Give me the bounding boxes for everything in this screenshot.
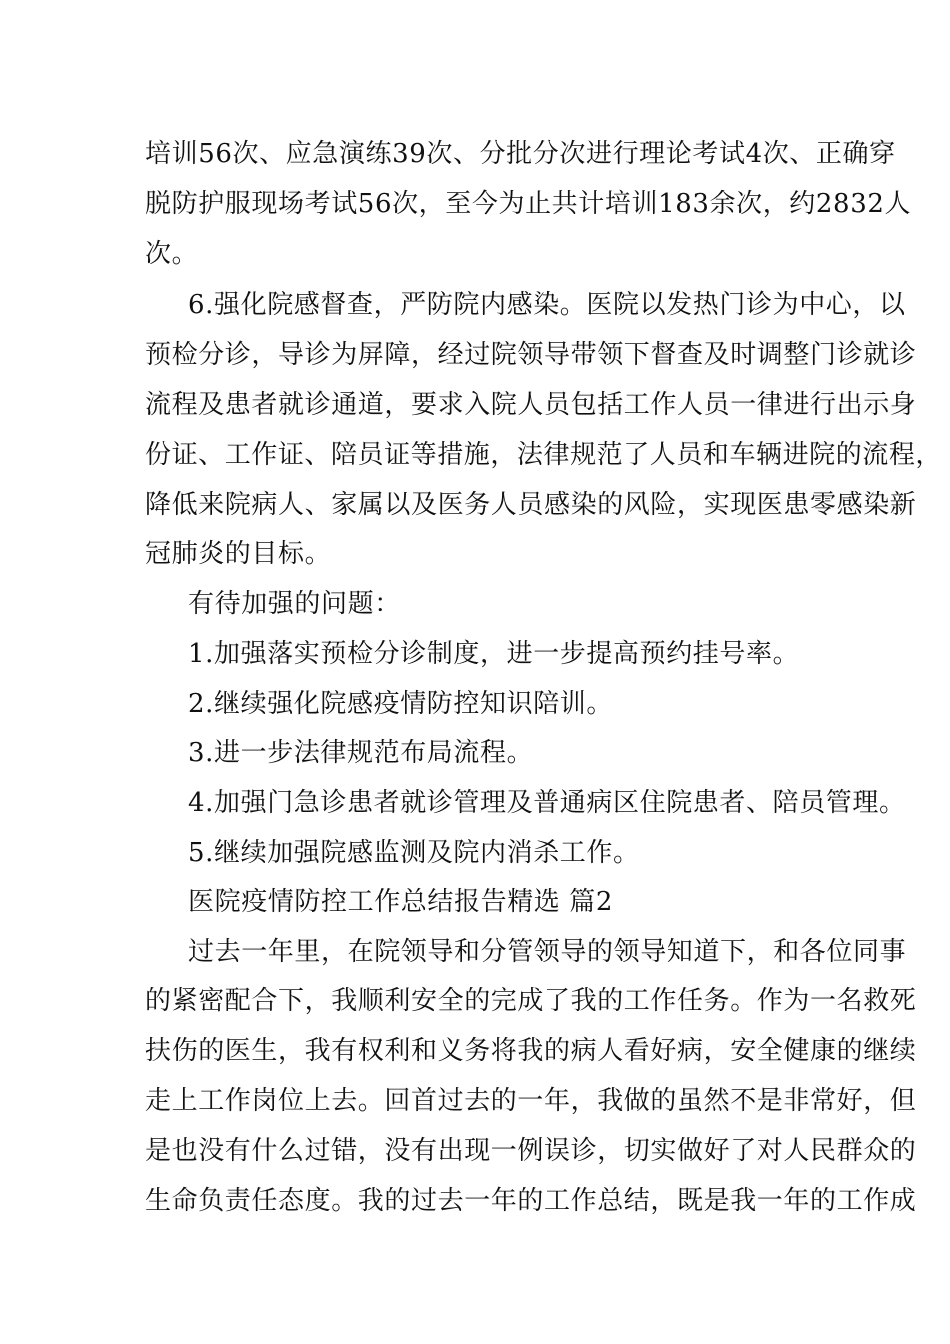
- text-line: 走上工作岗位上去。回首过去的一年，我做的虽然不是非常好，但: [145, 1086, 917, 1116]
- text-line: 6.强化院感督查，严防院内感染。医院以发热门诊为中心，以: [188, 290, 906, 320]
- text-line: 流程及患者就诊通道，要求入院人员包括工作人员一律进行出示身: [145, 390, 917, 420]
- list-item: 4.加强门急诊患者就诊管理及普通病区住院患者、陪员管理。: [188, 788, 906, 818]
- text-line: 降低来院病人、家属以及医务人员感染的风险，实现医患零感染新: [145, 490, 917, 520]
- text-line: 培训56次、应急演练39次、分批分次进行理论考试4次、正确穿: [145, 139, 896, 169]
- text-line: 次。: [145, 239, 199, 269]
- text-line: 是也没有什么过错，没有出现一例误诊，切实做好了对人民群众的: [145, 1136, 917, 1166]
- text-line: 冠肺炎的目标。: [145, 539, 332, 569]
- article-title: 医院疫情防控工作总结报告精选 篇2: [188, 887, 614, 917]
- list-item: 3.进一步法律规范布局流程。: [188, 738, 534, 768]
- text-line: 过去一年里，在院领导和分管领导的领导知道下，和各位同事: [188, 937, 907, 967]
- list-item: 5.继续加强院感监测及院内消杀工作。: [188, 838, 640, 868]
- text-line: 脱防护服现场考试56次，至今为止共计培训183余次，约2832人: [145, 189, 912, 219]
- text-line: 生命负责任态度。我的过去一年的工作总结，既是我一年的工作成: [145, 1186, 917, 1216]
- section-heading: 有待加强的问题：: [188, 589, 401, 619]
- text-line: 预检分诊，导诊为屏障，经过院领导带领下督查及时调整门诊就诊: [145, 340, 917, 370]
- text-line: 份证、工作证、陪员证等措施，法律规范了人员和车辆进院的流程，: [145, 440, 943, 470]
- list-item: 2.继续强化院感疫情防控知识陪训。: [188, 689, 614, 719]
- text-line: 扶伤的医生，我有权利和义务将我的病人看好病，安全健康的继续: [145, 1036, 917, 1066]
- text-line: 的紧密配合下，我顺利安全的完成了我的工作任务。作为一名救死: [145, 986, 917, 1016]
- list-item: 1.加强落实预检分诊制度，进一步提高预约挂号率。: [188, 639, 800, 669]
